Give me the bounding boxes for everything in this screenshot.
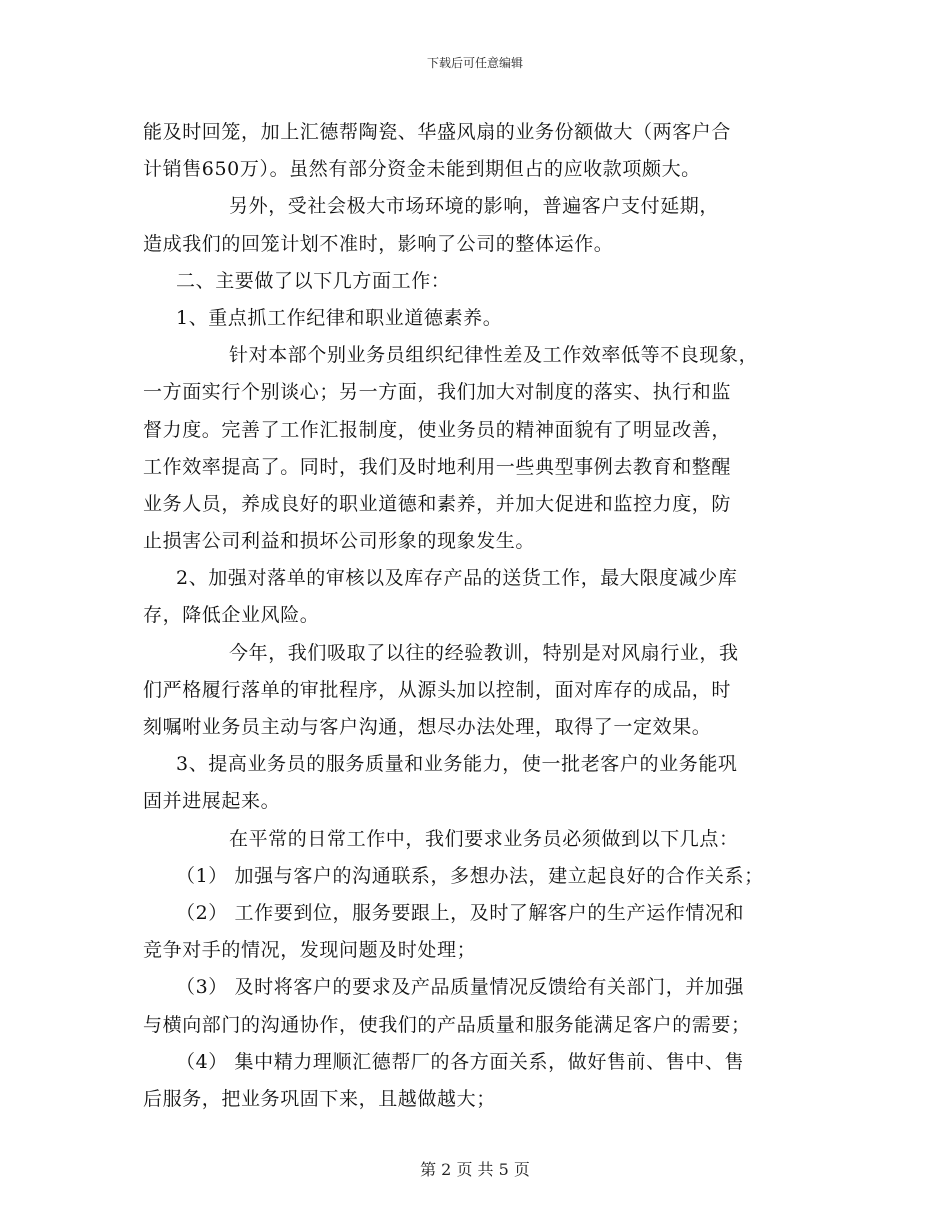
- body-line: 业务人员，养成良好的职业道德和素养，并加大促进和监控力度，防: [143, 492, 732, 515]
- subsection-heading: 2、加强对落单的审核以及库存产品的送货工作，最大限度减少库: [176, 567, 738, 590]
- page-footer: 第 2 页 共 5 页: [420, 1160, 530, 1179]
- body-line: 督力度。完善了工作汇报制度，使业务员的精神面貌有了明显改善，: [143, 418, 732, 441]
- section-heading: 二、主要做了以下几方面工作：: [176, 269, 451, 292]
- subsection-heading: 1、重点抓工作纪律和职业道德素养。: [176, 306, 503, 329]
- body-line: 与横向部门的沟通协作，使我们的产品质量和服务能满足客户的需要；: [143, 1013, 751, 1036]
- body-line: 存，降低企业风险。: [143, 604, 320, 627]
- body-line: 固并进展起来。: [143, 790, 281, 813]
- body-line: 一方面实行个别谈心；另一方面，我们加大对制度的落实、执行和监: [143, 381, 732, 404]
- body-line: 竞争对手的情况，发现问题及时处理；: [143, 939, 477, 962]
- list-item: （1） 加强与客户的沟通联系，多想办法，建立起良好的合作关系；: [176, 864, 764, 887]
- body-line: 针对本部个别业务员组织纪律性差及工作效率低等不良现象，: [229, 344, 759, 367]
- body-line: 们严格履行落单的审批程序，从源头加以控制，面对库存的成品，时: [143, 678, 732, 701]
- body-line: 计销售650万）。虽然有部分资金未能到期但占的应收款项颇大。: [143, 158, 701, 181]
- body-line: 另外，受社会极大市场环境的影响，普遍客户支付延期，: [229, 195, 720, 218]
- body-line: 能及时回笼，加上汇德帮陶瓷、华盛风扇的业务份额做大（两客户合: [143, 121, 732, 143]
- document-body: [143, 114, 823, 1118]
- list-item: （2） 工作要到位，服务要跟上，及时了解客户的生产运作情况和: [176, 901, 745, 924]
- page-header: 下载后可任意编辑: [426, 56, 523, 70]
- body-line: 在平常的日常工作中，我们要求业务员必须做到以下几点：: [229, 827, 739, 850]
- body-line: 止损害公司利益和损坏公司形象的现象发生。: [143, 530, 536, 553]
- body-line: 刻嘱咐业务员主动与客户沟通，想尽办法处理，取得了一定效果。: [143, 716, 712, 738]
- body-line: 工作效率提高了。同时，我们及时地利用一些典型事例去教育和整醒: [143, 455, 732, 478]
- list-item: （4） 集中精力理顺汇德帮厂的各方面关系，做好售前、售中、售: [176, 1050, 745, 1073]
- subsection-heading: 3、提高业务员的服务质量和业务能力，使一批老客户的业务能巩: [176, 753, 738, 776]
- body-line: 后服务，把业务巩固下来，且越做越大；: [143, 1087, 496, 1110]
- body-line: 造成我们的回笼计划不准时，影响了公司的整体运作。: [143, 232, 614, 255]
- body-line: 今年，我们吸取了以往的经验教训，特别是对风扇行业，我: [229, 641, 739, 664]
- list-item: （3） 及时将客户的要求及产品质量情况反馈给有关部门，并加强: [176, 976, 745, 999]
